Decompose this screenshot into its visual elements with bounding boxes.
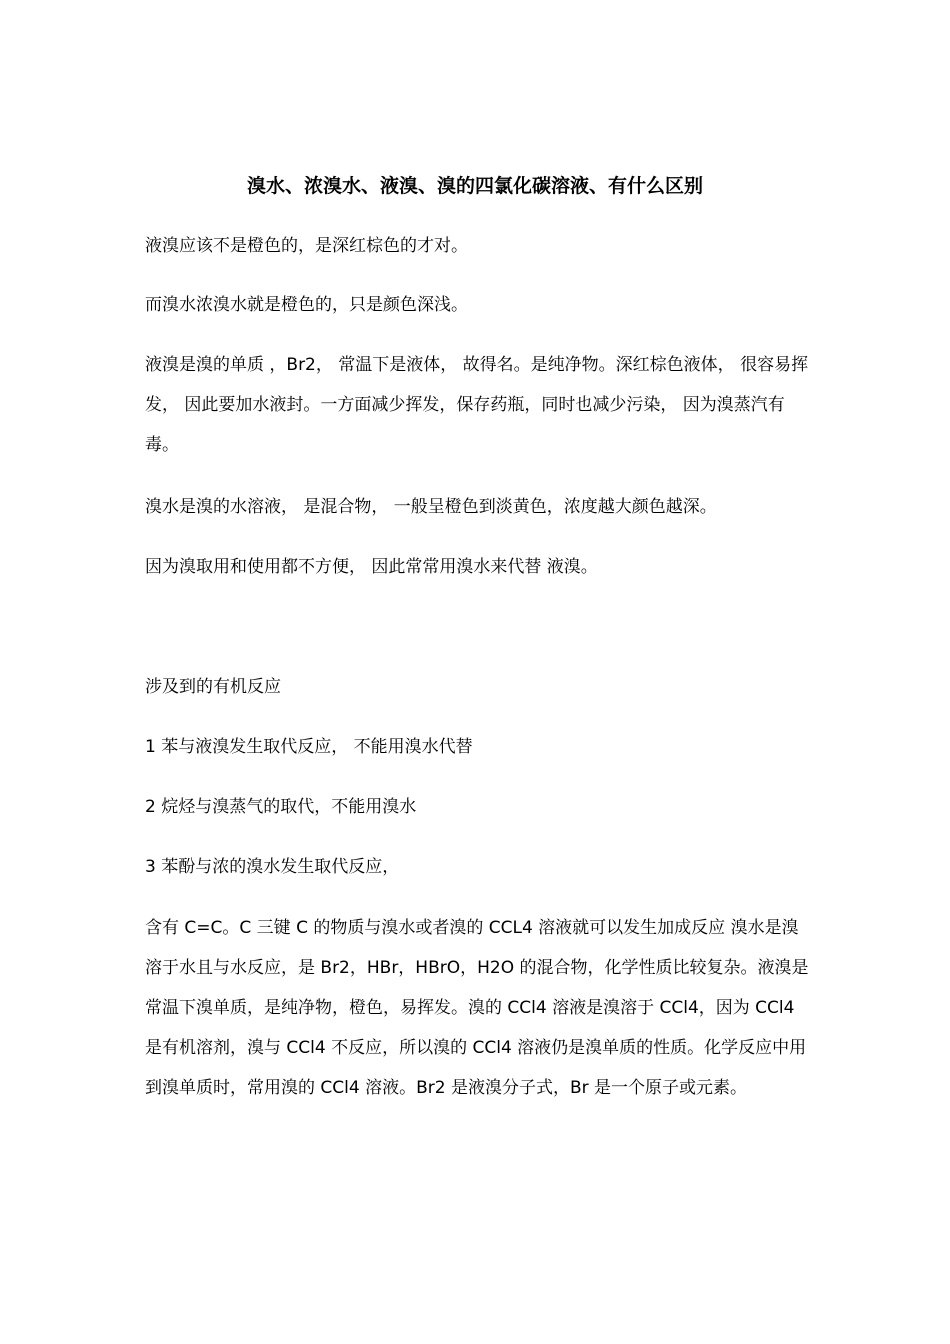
paragraph-bromine-water-description: 溴水是溴的水溶液， 是混合物， 一般呈橙色到淡黄色，浓度越大颜色越深。 — [145, 497, 717, 517]
paragraph-substitution-reason: 因为溴取用和使用都不方便， 因此常常用溴水来代替 液溴。 — [145, 557, 598, 577]
reaction-item: 1 苯与液溴发生取代反应， 不能用溴水代替 — [145, 737, 473, 757]
reaction-item: 2 烷烃与溴蒸气的取代，不能用溴水 — [145, 797, 417, 817]
paragraph-liquid-bromine-color: 液溴应该不是橙色的，是深红棕色的才对。 — [145, 236, 468, 256]
reaction-item: 3 苯酚与浓的溴水发生取代反应， — [145, 857, 400, 877]
section-heading: 涉及到的有机反应 — [145, 677, 281, 697]
paragraph-addition-reaction-details: 含有 C=C。C 三键 C 的物质与溴水或者溴的 CCL4 溶液就可以发生加成反应 溴水是溴溶于水且与水反应，是 Br2，HBr，HBrO，H2O 的混合物，化学性质比较复杂。液溴是常温下溴单质，是纯净物，橙色，易挥发。溴的 CCl4 溶液是溴溶于 CCl4，因为 CCl4 是有机溶剂，溴与 CCl4 不反应，所以溴的 CCl4 溶液仍是溴单质的性质。化学反应中用到溴单质时，常用溴的 CCl4 溶液。Br2 是液溴分子式，Br 是一个原子或元素。 — [145, 918, 809, 1098]
paragraph-liquid-bromine-description: 液溴是溴的单质 ，Br2， 常温下是液体， 故得名。是纯净物。深红棕色液体， 很容易挥发， 因此要加水液封。一方面减少挥发，保存药瓶，同时也减少污染， 因为溴蒸汽有毒。 — [145, 355, 809, 455]
document-title: 溴水、浓溴水、液溴、溴的四氯化碳溶液、有什么区别 — [246, 175, 703, 197]
paragraph-bromine-water-color: 而溴水浓溴水就是橙色的，只是颜色深浅。 — [145, 295, 468, 315]
